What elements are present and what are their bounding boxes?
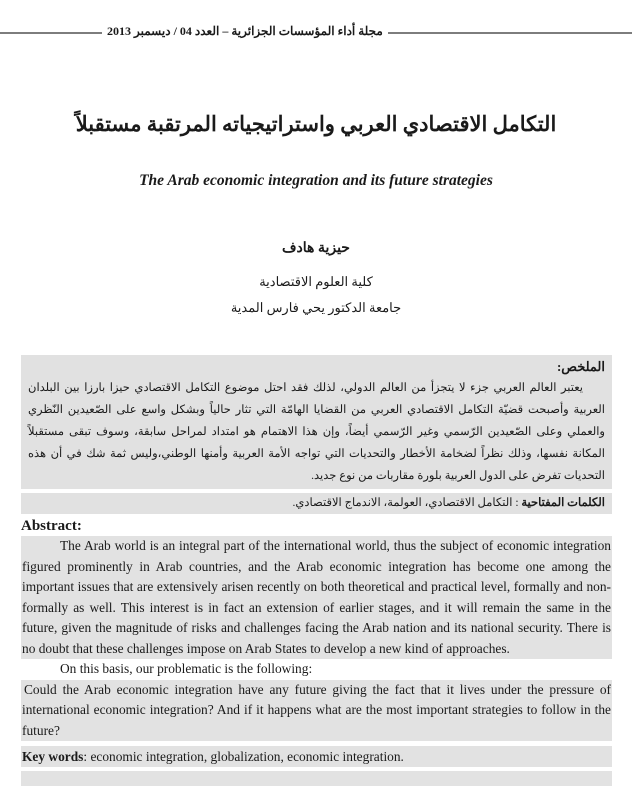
english-keywords-label: Key words [22,749,84,764]
trailing-highlight-strip [21,771,612,786]
arabic-keywords-text: التكامل الاقتصادي، العولمة، الاندماج الاقتصادي. [292,497,513,509]
paper-title-arabic: التكامل الاقتصادي العربي واستراتيجياته المرتقبة مستقبلاً [75,112,557,136]
paper-title-english: The Arab economic integration and its future strategies [139,172,493,189]
content-column [21,355,612,786]
arabic-abstract-body: يعتبر العالم العربي جزء لا يتجزأ من العالم الدولي، لذلك فقد احتل موضوع التكامل الاقتصادي حيزا بارزا بين البلدان العربية وأصبحت قضيّة التكامل الاقتصادي العربي من القضايا الهامّة التي تثار حالياً وبشكل واسع على الصّعيدين النّظري والعملي وعلى الصّعيدين الرّسمي وغير الرّسمي أيضاً، وإن هذا الاهتمام هو امتداد لمراحل سابقة، وسوف تبقى مستقبلاً المكانة نفسها، وذلك نظراً لضخامة الأخطار والتحديات التي تواجه الأمة العربية وأمنها الوطني،وليس ثمة شك في أن هذه التحديات تفرض على الدول العربية بلورة مقاربات من نوع جديد. [28,382,605,482]
english-keywords-line [21,746,612,767]
problematic-intro-line: On this basis, our problematic is the following: [21,659,612,680]
journal-header: مجلة أداء المؤسسات الجزائرية – العدد 04 / ديسمبر 2013 [102,20,388,42]
english-keywords-text: : economic integration, globalization, economic integration. [83,749,404,764]
arabic-abstract-box [21,355,612,489]
arabic-abstract-heading: الملخص: [556,359,605,374]
author-name: حيزية هادف [282,241,350,256]
english-abstract-paragraph: The Arab world is an integral part of the international world, thus the subject of economic integration figured prominently in Arab countries, and the Arab economic integration has become one among the important issues that are extensively arisen recently on both theoretical and practical level, formally and non-formally as well. This interest is in fact an extension of earlier stages, and it will remain the same in the future, given the magnitude of risks and challenges facing the Arab nation and its national security. There is no doubt that these challenges impose on Arab States to develop a new kind of approaches. [21,536,612,659]
arabic-keywords-label: الكلمات المفتاحية [521,497,605,509]
author-affiliation-faculty: كلية العلوم الاقتصادية [259,274,373,289]
arabic-keywords-separator: : [512,497,522,509]
problematic-question-paragraph: Could the Arab economic integration have any future giving the fact that it lives under the pressure of international economic integration? And if it happens what are the most important strategies to follow in the future? [21,680,612,742]
english-abstract-heading: Abstract: [21,518,82,534]
author-affiliation-university: جامعة الدكتور يحي فارس المدية [230,300,402,315]
arabic-keywords-line [21,493,612,514]
